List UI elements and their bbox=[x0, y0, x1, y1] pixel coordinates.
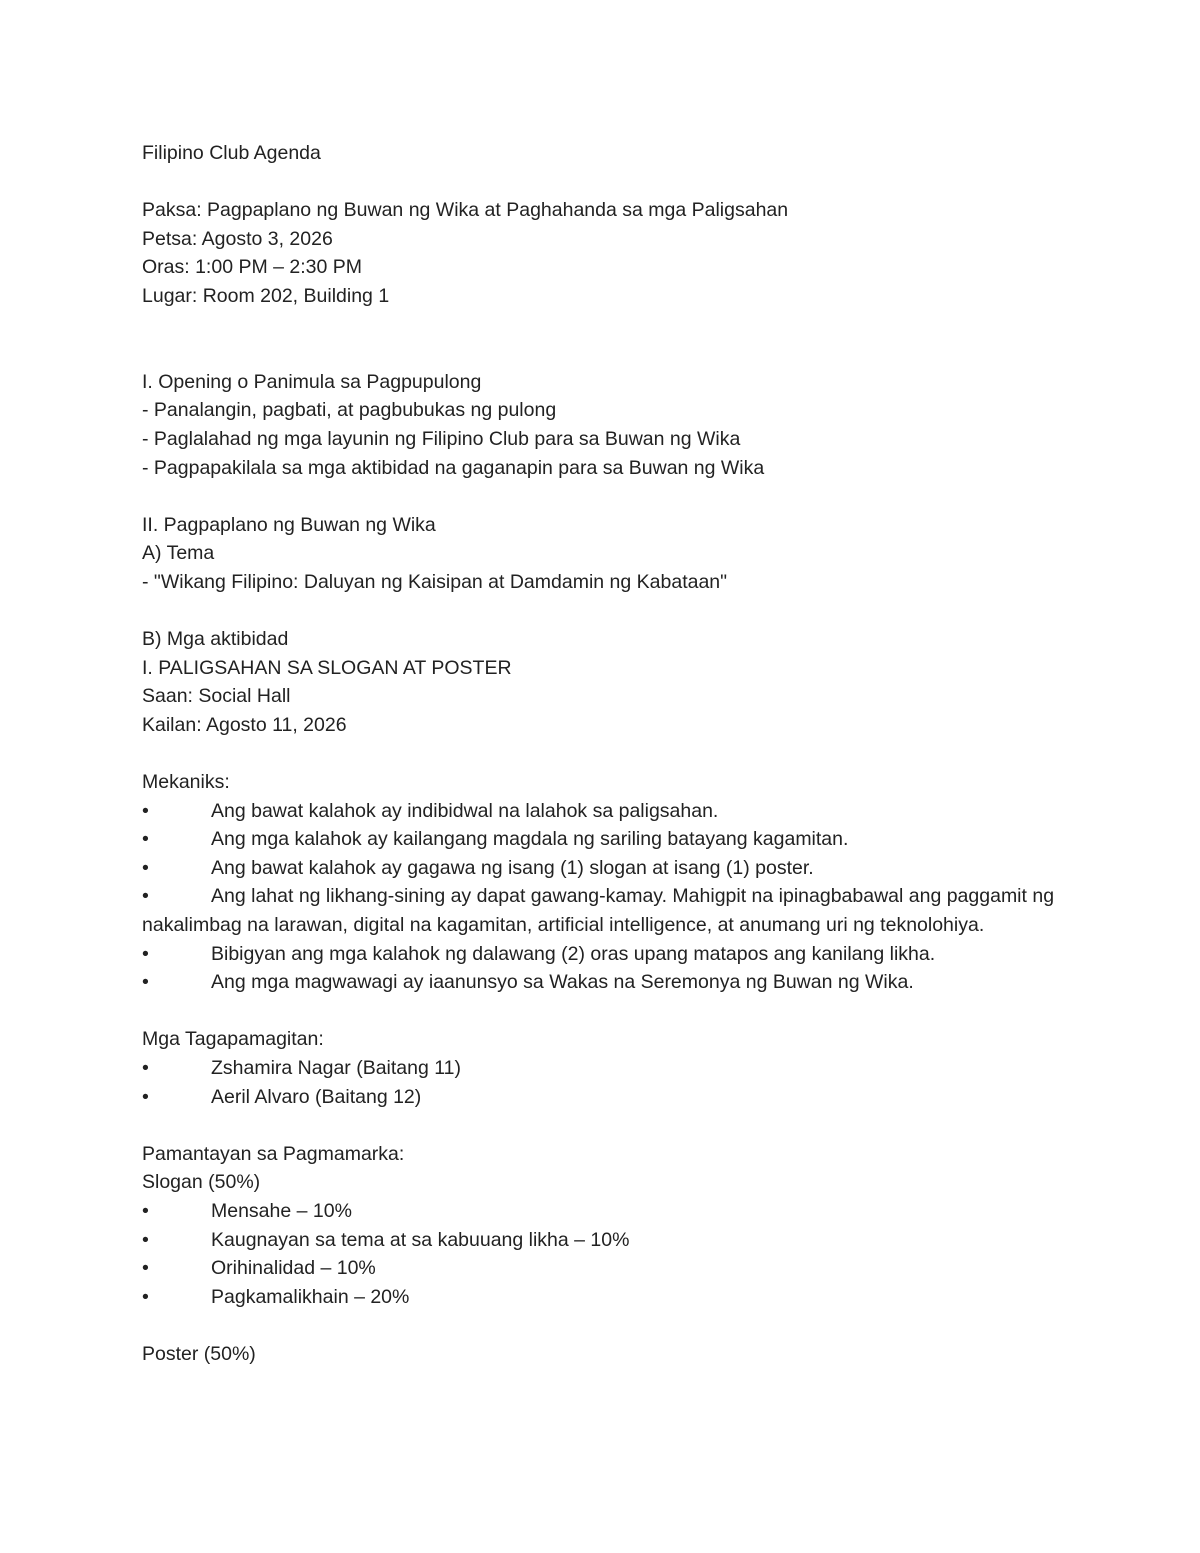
slogan-criterion bbox=[142, 1283, 1062, 1312]
bullet-icon: • bbox=[142, 942, 149, 965]
bullet-icon: • bbox=[142, 1085, 149, 1108]
tagapamagitan-item bbox=[142, 1083, 1062, 1112]
mekaniks-item bbox=[142, 940, 1062, 969]
tema-label: A) Tema bbox=[142, 542, 215, 565]
slogan-criterion-text: Orihinalidad – 10% bbox=[211, 1257, 376, 1280]
section1-item: - Paglalahad ng mga layunin ng Filipino Club para sa Buwan ng Wika bbox=[142, 427, 741, 450]
aktibidad-label: B) Mga aktibidad bbox=[142, 628, 289, 651]
tagapamagitan-label: Mga Tagapamagitan: bbox=[142, 1028, 324, 1051]
spacer bbox=[142, 597, 1062, 626]
bullet-icon: • bbox=[142, 1285, 149, 1308]
mekaniks-item-text: Ang mga magwawagi ay iaanunsyo sa Wakas na Seremonya ng Buwan ng Wika. bbox=[211, 971, 914, 994]
slogan-criterion-text: Mensahe – 10% bbox=[211, 1199, 352, 1222]
tagapamagitan-item-text: Zshamira Nagar (Baitang 11) bbox=[211, 1057, 461, 1079]
section1-item: - Panalangin, pagbati, at pagbubukas ng pulong bbox=[142, 399, 557, 422]
bullet-icon: • bbox=[142, 971, 149, 994]
slogan-label: Slogan (50%) bbox=[142, 1171, 261, 1194]
bullet-icon: • bbox=[142, 828, 149, 851]
mekaniks-item bbox=[142, 854, 1062, 883]
mekaniks-item bbox=[142, 882, 1062, 939]
contest-title: I. PALIGSAHAN SA SLOGAN AT POSTER bbox=[142, 656, 512, 679]
contest-kailan: Kailan: Agosto 11, 2026 bbox=[142, 713, 347, 736]
spacer bbox=[142, 1111, 1062, 1140]
mekaniks-label: Mekaniks: bbox=[142, 771, 230, 794]
meta-paksa: Paksa: Pagpaplano ng Buwan ng Wika at Paghahanda sa mga Paligsahan bbox=[142, 199, 789, 222]
section1-heading: I. Opening o Panimula sa Pagpupulong bbox=[142, 370, 482, 393]
meta-oras: Oras: 1:00 PM – 2:30 PM bbox=[142, 256, 363, 279]
mekaniks-item-text: Ang bawat kalahok ay gagawa ng isang (1) slogan at isang (1) poster. bbox=[211, 856, 814, 879]
section2-heading: II. Pagpaplano ng Buwan ng Wika bbox=[142, 513, 436, 536]
meta-petsa: Petsa: Agosto 3, 2026 bbox=[142, 227, 333, 250]
spacer bbox=[142, 997, 1062, 1026]
spacer bbox=[142, 739, 1062, 768]
document-title: Filipino Club Agenda bbox=[142, 142, 321, 164]
meta-lugar: Lugar: Room 202, Building 1 bbox=[142, 284, 390, 307]
spacer bbox=[142, 311, 1062, 368]
document-page bbox=[142, 139, 1062, 1369]
poster-label: Poster (50%) bbox=[142, 1342, 256, 1365]
spacer bbox=[142, 168, 1062, 197]
pamantayan-label: Pamantayan sa Pagmamarka: bbox=[142, 1142, 405, 1165]
bullet-icon: • bbox=[142, 1257, 149, 1280]
mekaniks-item bbox=[142, 968, 1062, 997]
bullet-icon: • bbox=[142, 1228, 149, 1251]
bullet-icon: • bbox=[142, 799, 149, 822]
slogan-criterion bbox=[142, 1197, 1062, 1226]
mekaniks-item-text: Ang lahat ng likhang-sining ay dapat gawang-kamay. Mahigpit na ipinagbabawal ang paggamit ng nakalimbag na larawan, digital na kagamitan, artificial intelligence, at anumang uri ng teknolohiya. bbox=[142, 885, 1055, 937]
bullet-icon: • bbox=[142, 1199, 149, 1222]
mekaniks-item-text: Ang bawat kalahok ay indibidwal na lalahok sa paligsahan. bbox=[211, 799, 719, 822]
bullet-icon: • bbox=[142, 856, 149, 879]
spacer bbox=[142, 482, 1062, 511]
slogan-criterion-text: Pagkamalikhain – 20% bbox=[211, 1285, 410, 1308]
slogan-criterion bbox=[142, 1226, 1062, 1255]
spacer bbox=[142, 1311, 1062, 1340]
slogan-criterion bbox=[142, 1254, 1062, 1283]
tema-value: - "Wikang Filipino: Daluyan ng Kaisipan at Damdamin ng Kabataan" bbox=[142, 570, 728, 593]
mekaniks-item bbox=[142, 825, 1062, 854]
mekaniks-item-text: Ang mga kalahok ay kailangang magdala ng sariling batayang kagamitan. bbox=[211, 828, 849, 851]
mekaniks-item bbox=[142, 797, 1062, 826]
contest-saan: Saan: Social Hall bbox=[142, 685, 291, 708]
tagapamagitan-item-text: Aeril Alvaro (Baitang 12) bbox=[211, 1085, 422, 1108]
bullet-icon: • bbox=[142, 885, 149, 908]
slogan-criterion-text: Kaugnayan sa tema at sa kabuuang likha – 10% bbox=[211, 1228, 630, 1251]
bullet-icon: • bbox=[142, 1057, 149, 1079]
section1-item: - Pagpapakilala sa mga aktibidad na gaganapin para sa Buwan ng Wika bbox=[142, 456, 765, 479]
mekaniks-item-text: Bibigyan ang mga kalahok ng dalawang (2) oras upang matapos ang kanilang likha. bbox=[211, 942, 936, 965]
tagapamagitan-item bbox=[142, 1054, 1062, 1083]
